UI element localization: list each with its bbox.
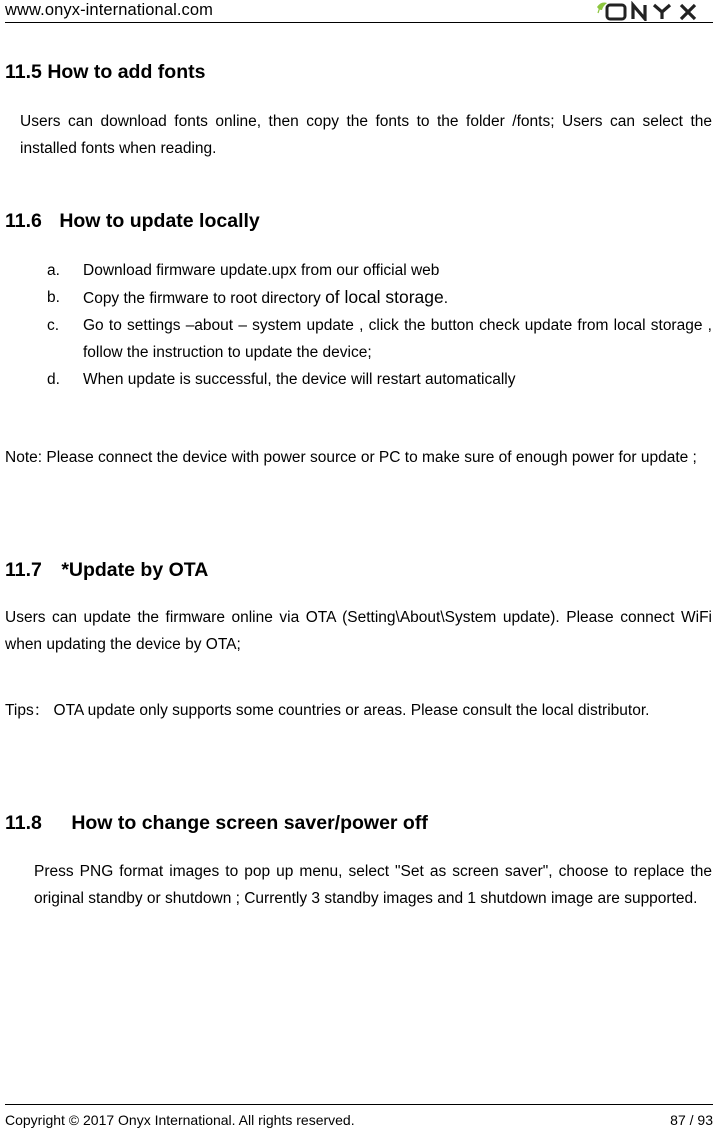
page-header: [5, 0, 713, 23]
list-item-text: When update is successful, the device will restart automatically: [83, 371, 516, 388]
section-heading-11-8: [5, 811, 428, 835]
section-number: 11.5: [5, 61, 42, 83]
list-item: [47, 366, 712, 393]
note-power-source: Note: Please connect the device with power source or PC to make sure of enough power for update ;: [5, 449, 697, 466]
page-footer: [5, 1104, 713, 1135]
copyright-text: Copyright © 2017 Onyx International. All rights reserved.: [5, 1112, 355, 1128]
list-marker: b.: [47, 289, 60, 306]
section-heading-11-6: [5, 209, 260, 233]
update-steps-list: [47, 257, 712, 393]
list-marker: d.: [47, 371, 60, 388]
onyx-logo: [595, 1, 713, 21]
list-item-text: Go to settings –about – system update , click the button check update from local storage , follow the instruction to update the device;: [83, 317, 712, 361]
list-item-tail: .: [443, 290, 449, 307]
site-url: www.onyx-international.com: [5, 1, 214, 19]
list-item-emphasis: of local storage: [325, 287, 444, 307]
tips-ota: Tips： OTA update only supports some countries or areas. Please consult the local distributor.: [5, 702, 650, 719]
section-title: How to change screen saver/power off: [71, 812, 428, 834]
section-title: How to add fonts: [47, 61, 206, 83]
list-item-text: Download firmware update.upx from our official web: [83, 262, 440, 279]
section-title: How to update locally: [59, 210, 260, 232]
list-marker: a.: [47, 262, 60, 279]
paragraph-add-fonts: Users can download fonts online, then copy the fonts to the folder /fonts; Users can select the installed fonts when reading.: [20, 113, 712, 157]
section-number: 11.8: [5, 812, 42, 834]
section-heading-11-7: [5, 558, 208, 582]
list-item-text: Copy the firmware to root directory: [83, 290, 326, 307]
paragraph-ota: Users can update the firmware online via OTA (Setting\About\System update). Please connect WiFi when updating the device by OTA;: [5, 609, 712, 653]
section-title: *Update by OTA: [61, 559, 209, 581]
section-number: 11.7: [5, 559, 42, 581]
paragraph-screen-saver: Press PNG format images to pop up menu, select "Set as screen saver", choose to replace the original standby or shutdown ; Currently 3 standby images and 1 shutdown image are supported.: [34, 863, 712, 907]
section-number: 11.6: [5, 210, 42, 232]
list-item: [47, 284, 712, 312]
list-item: [47, 257, 712, 284]
section-heading-11-5: [5, 60, 205, 84]
page-number: 87 / 93: [670, 1112, 713, 1128]
list-marker: c.: [47, 317, 60, 334]
list-item: [47, 312, 712, 366]
